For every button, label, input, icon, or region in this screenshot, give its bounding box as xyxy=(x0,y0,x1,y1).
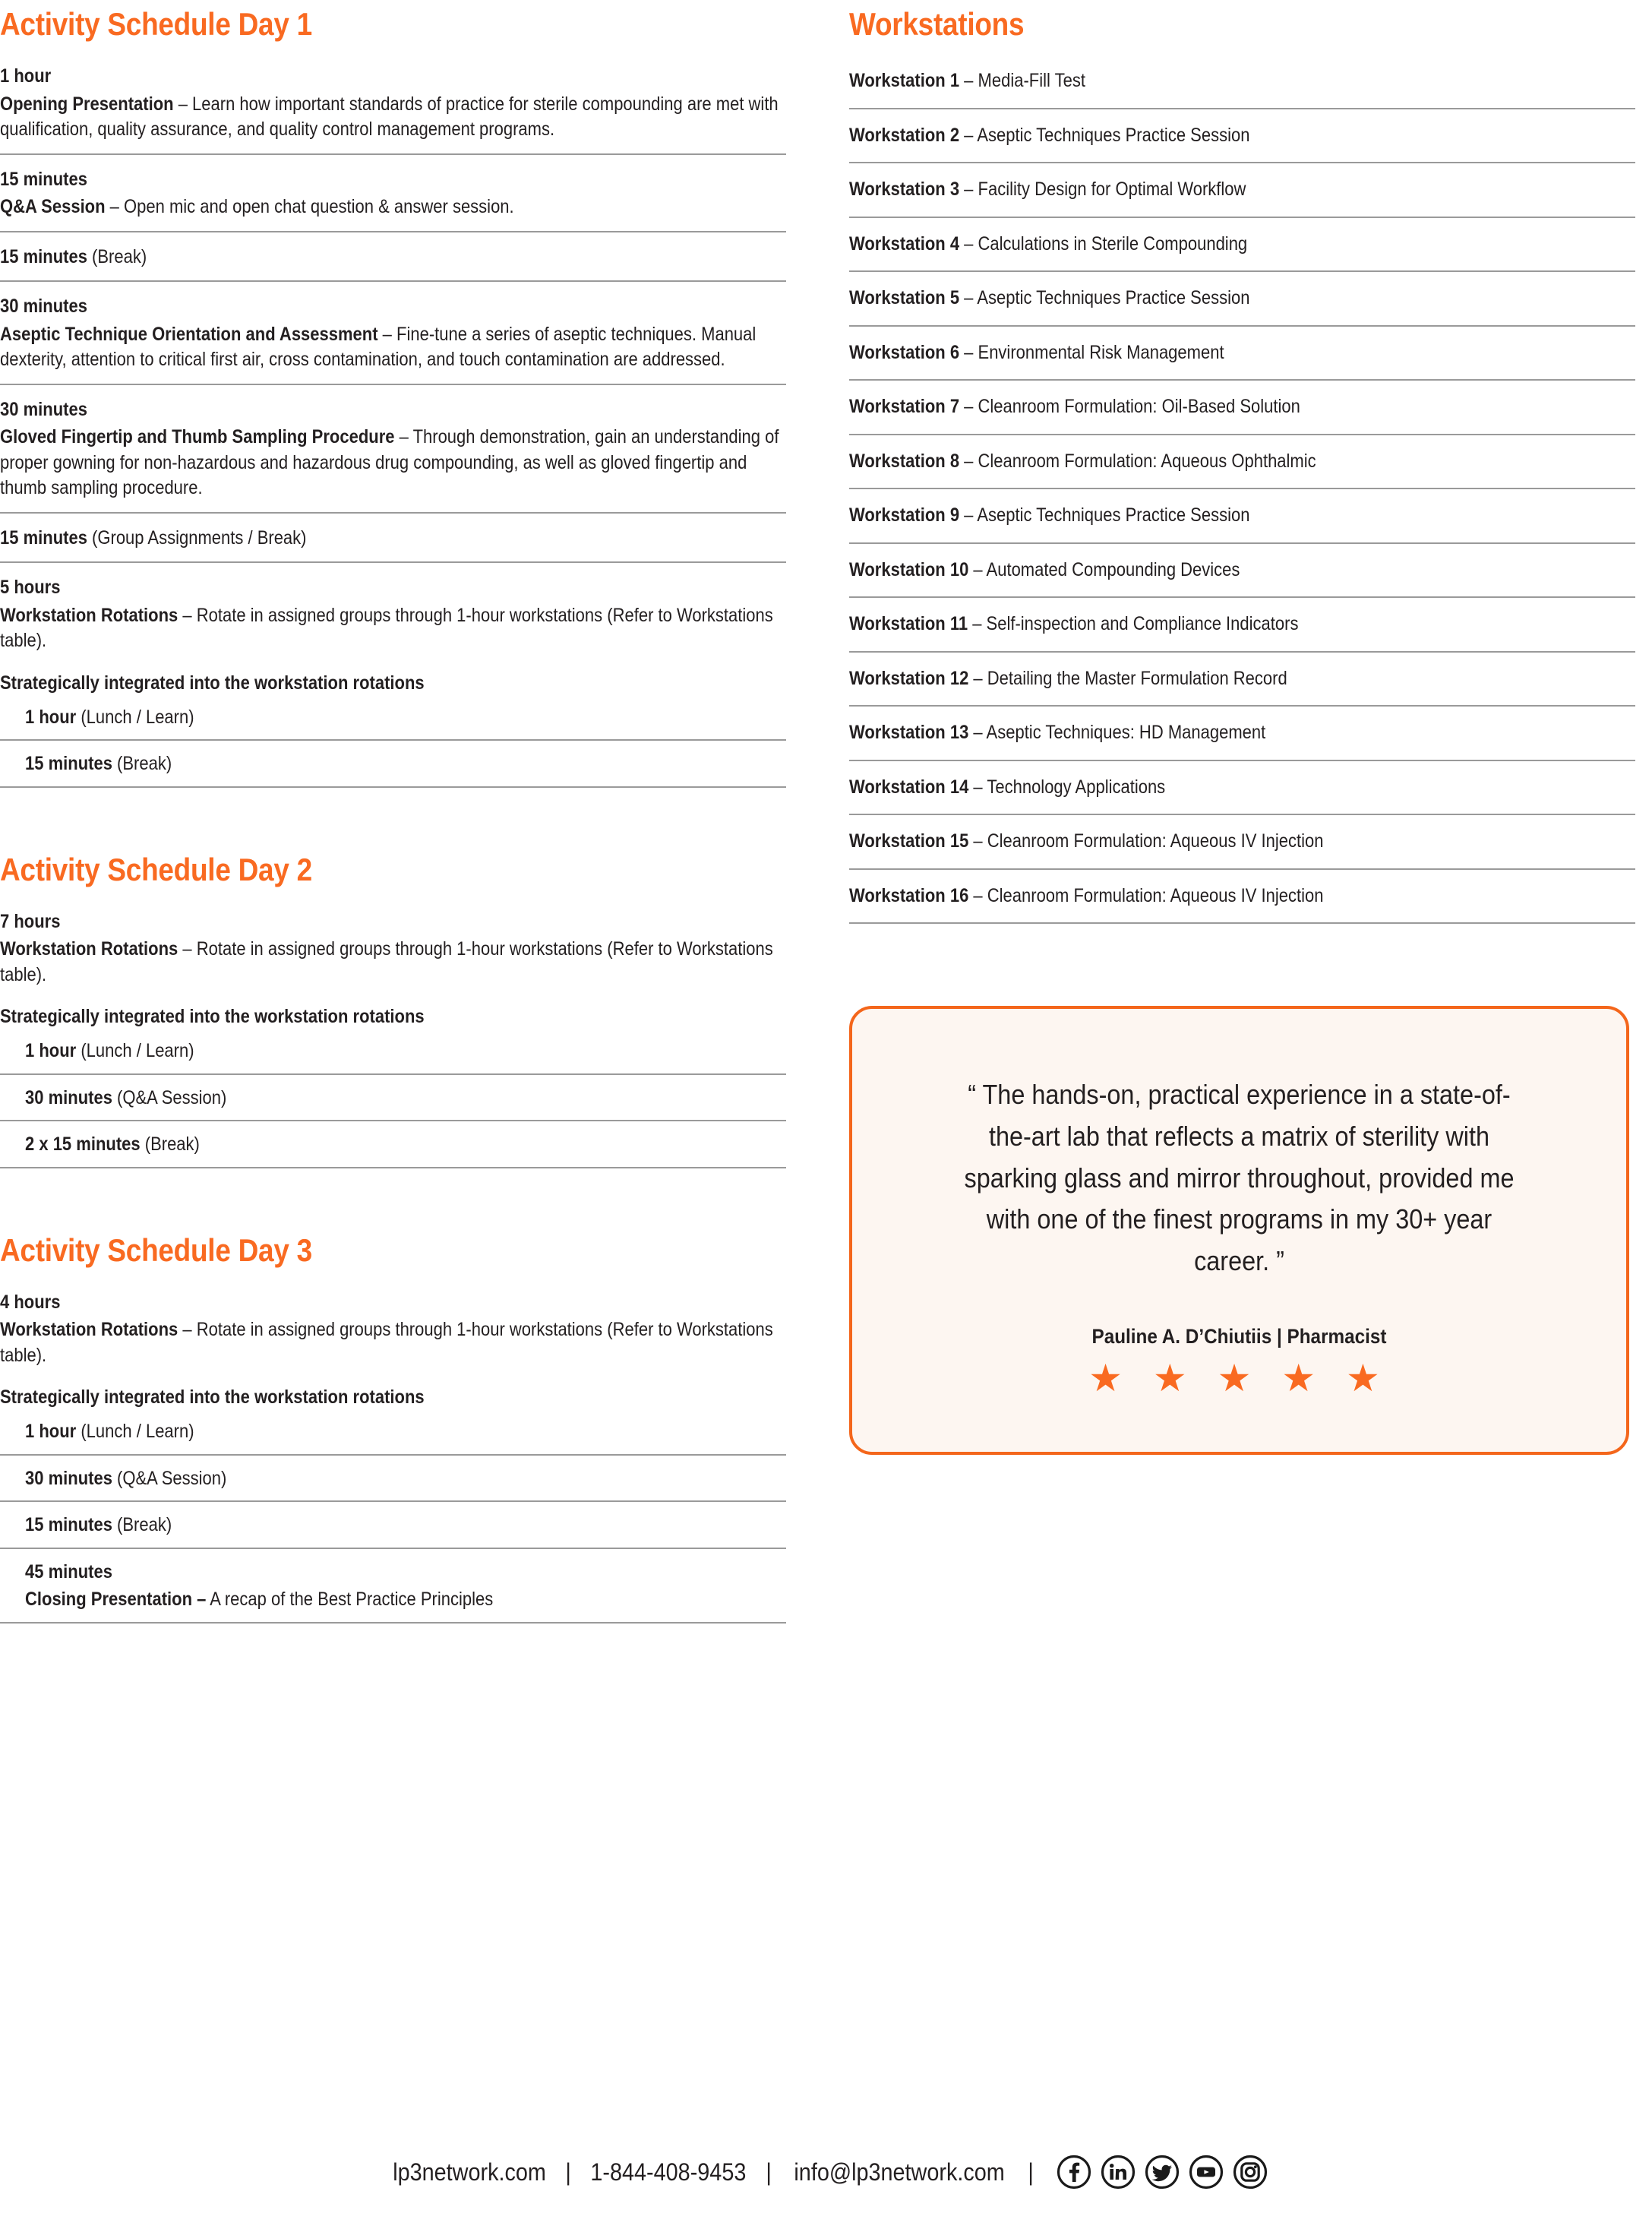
duration-label: 30 minutes xyxy=(25,1467,112,1489)
dash: – xyxy=(968,667,987,689)
workstation-label: Workstation 7 xyxy=(849,396,960,418)
duration-label: 4 hours xyxy=(0,1291,61,1313)
workstation-topic: Cleanroom Formulation: Aqueous Ophthalmic xyxy=(978,450,1316,472)
dash: – xyxy=(959,396,978,418)
dash: – xyxy=(105,196,125,218)
workstation-topic: Media-Fill Test xyxy=(978,70,1085,92)
social-links xyxy=(1057,2155,1268,2189)
activity-body: A recap of the Best Practice Principles xyxy=(206,1589,494,1611)
sub-schedule-row xyxy=(0,1086,786,1122)
duration-label: 30 minutes xyxy=(0,398,87,420)
strategically-integrated-label: Strategically integrated into the workstation rotations xyxy=(0,1386,425,1409)
schedule-block xyxy=(0,167,786,232)
duration-label: 7 hours xyxy=(0,910,61,932)
duration-label: 15 minutes xyxy=(0,168,87,190)
workstation-topic: Calculations in Sterile Compounding xyxy=(978,232,1248,255)
workstation-label: Workstation 9 xyxy=(849,504,960,526)
workstation-topic: Aseptic Techniques Practice Session xyxy=(977,287,1250,309)
workstation-row xyxy=(849,286,1635,327)
workstation-topic: Environmental Risk Management xyxy=(978,341,1224,363)
workstation-description xyxy=(849,884,1631,909)
workstation-row xyxy=(849,829,1635,870)
page-title-day2: Activity Schedule Day 2 xyxy=(0,851,312,887)
activity-lead: Workstation Rotations xyxy=(0,938,178,960)
footer-website[interactable]: lp3network.com xyxy=(393,2158,546,2186)
sub-schedule-row xyxy=(0,1419,786,1456)
activity-body: Fine-tune a series of aseptic techniques. Manual dexterity, attention to critical first air, cross contamination, and touch contamination are addressed. xyxy=(0,323,757,371)
duration-label: 15 minutes xyxy=(0,526,87,549)
twitter-icon[interactable] xyxy=(1145,2155,1180,2189)
workstation-label: Workstation 12 xyxy=(849,667,969,689)
workstation-description xyxy=(849,666,1631,692)
dash: – xyxy=(959,179,978,201)
duration-label: 30 minutes xyxy=(25,1086,112,1108)
youtube-icon[interactable] xyxy=(1189,2155,1224,2189)
dash: – xyxy=(959,341,978,363)
activity-note: (Break) xyxy=(112,1514,172,1536)
activity-lead: Opening Presentation xyxy=(0,93,174,115)
workstation-label: Workstation 2 xyxy=(849,124,960,146)
activity-lead: Workstation Rotations xyxy=(0,1319,178,1341)
dash: – xyxy=(959,504,978,526)
activity-description xyxy=(0,1317,782,1368)
workstation-label: Workstation 4 xyxy=(849,232,960,255)
schedule-block xyxy=(0,1290,786,1409)
page-title-workstations: Workstations xyxy=(849,6,1025,42)
workstation-description xyxy=(849,286,1631,311)
workstation-row xyxy=(849,503,1635,544)
duration-label: 5 hours xyxy=(0,577,61,599)
duration-label: 1 hour xyxy=(0,65,52,87)
sub-schedule-row xyxy=(0,1039,786,1075)
workstation-label: Workstation 5 xyxy=(849,287,960,309)
activity-description xyxy=(25,1132,807,1158)
workstation-description xyxy=(849,558,1631,583)
workstation-label: Workstation 8 xyxy=(849,450,960,472)
activity-lead: Aseptic Technique Orientation and Assessment xyxy=(0,323,378,345)
sub-schedule-row xyxy=(0,1513,786,1549)
dash: – xyxy=(178,938,197,960)
strategically-integrated-label: Strategically integrated into the workstation rotations xyxy=(0,672,425,694)
schedule-block xyxy=(0,64,786,155)
duration-label: 1 hour xyxy=(25,1421,77,1443)
dash: – xyxy=(968,884,987,906)
dash: – xyxy=(959,287,978,309)
activity-description xyxy=(25,1587,807,1613)
sub-schedule-row xyxy=(0,1466,786,1503)
linkedin-icon[interactable] xyxy=(1101,2155,1136,2189)
schedule-block xyxy=(0,909,786,1029)
footer-separator: | xyxy=(565,2158,572,2186)
duration-label: 30 minutes xyxy=(0,296,87,318)
activity-body: Rotate in assigned groups through 1-hour workstations (Refer to Workstations table). xyxy=(0,1319,773,1366)
activity-note: (Lunch / Learn) xyxy=(76,1421,194,1443)
activity-description xyxy=(25,1039,807,1064)
duration-label: 15 minutes xyxy=(0,245,87,267)
workstation-topic: Aseptic Techniques Practice Session xyxy=(977,124,1250,146)
activity-description xyxy=(25,751,807,777)
activity-note: (Q&A Session) xyxy=(112,1467,227,1489)
activity-note: (Break) xyxy=(112,753,172,775)
activity-description xyxy=(25,1513,807,1538)
star-rating-icons: ★ ★ ★ ★ ★ xyxy=(1088,1356,1390,1399)
workstations-column xyxy=(849,8,1639,1455)
workstation-label: Workstation 3 xyxy=(849,179,960,201)
workstation-label: Workstation 10 xyxy=(849,558,969,580)
workstation-topic: Facility Design for Optimal Workflow xyxy=(978,179,1246,201)
workstation-row xyxy=(849,394,1635,435)
activity-note: (Lunch / Learn) xyxy=(76,706,194,728)
activity-lead: Workstation Rotations xyxy=(0,604,178,626)
workstation-topic: Aseptic Techniques: HD Management xyxy=(986,722,1266,744)
dash: – xyxy=(968,830,987,852)
workstations-list xyxy=(849,68,1639,924)
schedule-block xyxy=(0,526,786,564)
testimonial-card xyxy=(849,1006,1629,1455)
activity-body: Rotate in assigned groups through 1-hour workstations (Refer to Workstations table). xyxy=(0,938,773,985)
activity-note: (Q&A Session) xyxy=(112,1086,227,1108)
activity-description xyxy=(25,1419,807,1445)
workstation-description xyxy=(849,123,1631,149)
activity-note: (Lunch / Learn) xyxy=(76,1040,194,1062)
workstation-label: Workstation 13 xyxy=(849,722,969,744)
activity-body: Learn how important standards of practice for sterile compounding are met with qualification, quality assurance, and quality control management programs. xyxy=(0,93,779,141)
activity-body: Rotate in assigned groups through 1-hour workstations (Refer to Workstations table). xyxy=(0,604,773,652)
workstation-description xyxy=(849,503,1631,529)
dash: – xyxy=(959,450,978,472)
workstation-description xyxy=(849,232,1631,258)
dash: – xyxy=(178,1319,197,1341)
workstation-description xyxy=(849,720,1631,746)
duration-label: 1 hour xyxy=(25,1040,77,1062)
activity-description xyxy=(0,603,782,654)
workstation-row xyxy=(849,123,1635,164)
activity-description xyxy=(25,1086,807,1111)
workstation-row xyxy=(849,775,1635,816)
activity-lead: Q&A Session xyxy=(0,196,106,218)
workstation-row xyxy=(849,177,1635,218)
activity-note: (Break) xyxy=(87,245,147,267)
workstation-topic: Cleanroom Formulation: Aqueous IV Injection xyxy=(987,830,1324,852)
workstation-row xyxy=(849,340,1635,381)
sub-schedule-row xyxy=(0,705,786,741)
dash: – xyxy=(968,776,987,798)
facebook-icon[interactable] xyxy=(1057,2155,1091,2189)
testimonial-quote: “ The hands-on, practical experience in a state-of-the-art lab that reflects a matrix of sterility with sparking glass and mirror throughout, provided me with one of the finest programs in my 30+ year career. ” xyxy=(964,1079,1515,1276)
activity-description xyxy=(0,526,782,552)
activity-description xyxy=(0,425,782,501)
workstation-description xyxy=(849,68,1631,94)
workstation-description xyxy=(849,829,1631,855)
workstation-description xyxy=(849,775,1631,801)
workstation-topic: Technology Applications xyxy=(987,776,1166,798)
workstation-topic: Self-inspection and Compliance Indicators xyxy=(986,613,1299,635)
activity-note: (Group Assignments / Break) xyxy=(87,526,307,549)
strategically-integrated-label: Strategically integrated into the workstation rotations xyxy=(0,1006,425,1028)
workstation-row xyxy=(849,666,1635,707)
dash: – xyxy=(178,604,197,626)
workstation-description xyxy=(849,394,1631,420)
schedule-block xyxy=(0,245,786,283)
workstation-topic: Cleanroom Formulation: Aqueous IV Injection xyxy=(987,884,1324,906)
testimonial-attribution: Pauline A. D’Chiutiis | Pharmacist xyxy=(1091,1324,1387,1348)
activity-lead: Closing Presentation – xyxy=(25,1589,207,1611)
sub-schedule-row-closing xyxy=(0,1560,786,1624)
footer-separator: | xyxy=(1028,2158,1034,2186)
workstation-row xyxy=(849,558,1635,599)
workstation-description xyxy=(849,340,1631,366)
workstation-label: Workstation 11 xyxy=(849,613,968,635)
dash: – xyxy=(394,426,413,448)
activity-description xyxy=(0,937,782,988)
workstation-topic: Aseptic Techniques Practice Session xyxy=(977,504,1250,526)
schedule-block xyxy=(0,397,786,514)
duration-label: 2 x 15 minutes xyxy=(25,1133,141,1156)
workstation-topic: Automated Compounding Devices xyxy=(986,558,1240,580)
activity-description xyxy=(0,92,782,143)
dash: – xyxy=(968,558,987,580)
dash: – xyxy=(959,232,978,255)
footer-email[interactable]: info@lp3network.com xyxy=(794,2158,1006,2186)
workstation-topic: Detailing the Master Formulation Record xyxy=(987,667,1287,689)
dash: – xyxy=(968,613,987,635)
activity-description xyxy=(0,194,782,220)
workstation-label: Workstation 6 xyxy=(849,341,960,363)
workstation-row xyxy=(849,884,1635,925)
workstation-topic: Cleanroom Formulation: Oil-Based Solution xyxy=(978,396,1300,418)
activity-description xyxy=(25,1466,807,1492)
schedule-block xyxy=(0,575,786,694)
workstation-description xyxy=(849,177,1631,203)
schedule-block xyxy=(0,294,786,385)
footer-phone[interactable]: 1-844-408-9453 xyxy=(590,2158,747,2186)
workstation-label: Workstation 14 xyxy=(849,776,969,798)
activity-description xyxy=(25,705,807,731)
schedule-column xyxy=(0,8,790,1634)
duration-label: 45 minutes xyxy=(25,1560,112,1582)
duration-label: 15 minutes xyxy=(25,1514,112,1536)
dash: – xyxy=(173,93,193,115)
activity-description xyxy=(0,322,782,373)
instagram-icon[interactable] xyxy=(1233,2155,1268,2189)
page-title-day3: Activity Schedule Day 3 xyxy=(0,1231,312,1268)
activity-lead: Gloved Fingertip and Thumb Sampling Procedure xyxy=(0,426,395,448)
workstation-row xyxy=(849,68,1635,109)
activity-body: Through demonstration, gain an understanding of proper gowning for non-hazardous and hazardous drug compounding, as well as gloved fingertip and thumb sampling procedure. xyxy=(0,426,779,499)
dash: – xyxy=(959,124,978,146)
activity-body: Open mic and open chat question & answer session. xyxy=(124,196,514,218)
workstation-row xyxy=(849,612,1635,653)
sub-schedule-row xyxy=(0,751,786,788)
duration-label: 1 hour xyxy=(25,706,77,728)
page-title-day1: Activity Schedule Day 1 xyxy=(0,6,312,42)
workstation-label: Workstation 1 xyxy=(849,70,960,92)
workstation-row xyxy=(849,232,1635,273)
workstation-row xyxy=(849,449,1635,490)
dash: – xyxy=(968,722,987,744)
footer-separator: | xyxy=(766,2158,772,2186)
activity-description xyxy=(0,245,782,270)
activity-note: (Break) xyxy=(140,1133,200,1156)
workstation-description xyxy=(849,612,1631,637)
footer xyxy=(0,2155,1652,2189)
workstation-row xyxy=(849,720,1635,761)
workstation-description xyxy=(849,449,1631,475)
dash: – xyxy=(959,70,978,92)
duration-label: 15 minutes xyxy=(25,753,112,775)
dash: – xyxy=(377,323,397,345)
sub-schedule-row xyxy=(0,1132,786,1168)
workstation-label: Workstation 16 xyxy=(849,884,969,906)
workstation-label: Workstation 15 xyxy=(849,830,969,852)
